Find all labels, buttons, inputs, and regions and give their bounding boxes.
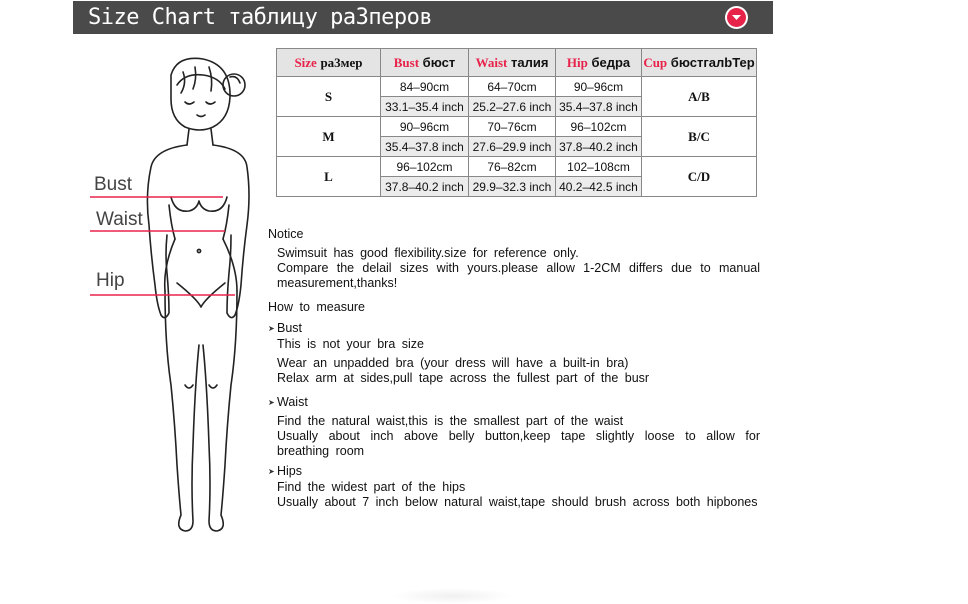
header-hip: Hip бедра <box>556 49 642 77</box>
waist-inch: 25.2–27.6 inch <box>469 97 556 117</box>
waist-cm: 70–76cm <box>469 117 556 137</box>
size-table <box>276 48 757 197</box>
header-cup: Cup бюстгалbТер <box>642 49 757 77</box>
hips-heading-text: Hips <box>277 463 303 478</box>
waist-cm: 64–70cm <box>469 77 556 97</box>
hip-inch: 40.2–42.5 inch <box>556 177 642 197</box>
how-to-measure-heading: How to measure <box>268 300 366 314</box>
table-row <box>277 117 757 137</box>
bust-inch: 37.8–40.2 inch <box>381 177 469 197</box>
size-m: M <box>277 117 381 157</box>
hips-line: Usually about 7 inch below natural waist,tape should brush across both hipbones <box>277 495 758 509</box>
bust-inch: 33.1–35.4 inch <box>381 97 469 117</box>
collapse-button[interactable] <box>725 6 748 29</box>
page-title: Size Chart таблицу раЗперов <box>88 5 433 30</box>
arrow-right-icon: ➤ <box>268 467 275 476</box>
waist-cm: 76–82cm <box>469 157 556 177</box>
waist-inch: 27.6–29.9 inch <box>469 137 556 157</box>
bust-line: This is not your bra size <box>277 337 424 351</box>
hips-section-heading <box>268 462 302 480</box>
notice-line: Swimsuit has good flexibility.size for reference only. <box>277 246 579 260</box>
arrow-right-icon: ➤ <box>268 324 275 333</box>
header-waist: Waist талия <box>469 49 556 77</box>
table-row <box>277 157 757 177</box>
cup-s: A/B <box>642 77 757 117</box>
waist-line: Find the natural waist,this is the smallest part of the waist <box>277 414 624 428</box>
cup-m: B/C <box>642 117 757 157</box>
chevron-down-icon <box>725 6 748 29</box>
bust-cm: 96–102cm <box>381 157 469 177</box>
waist-heading-text: Waist <box>277 394 308 409</box>
header-size: Size ра3мер <box>277 49 381 77</box>
bust-inch: 35.4–37.8 inch <box>381 137 469 157</box>
size-l: L <box>277 157 381 197</box>
decorative-shadow <box>392 588 512 604</box>
bust-cm: 84–90cm <box>381 77 469 97</box>
bust-heading-text: Bust <box>277 320 303 335</box>
hip-inch: 35.4–37.8 inch <box>556 97 642 117</box>
notice-line: Compare the delail sizes with yours.please allow 1-2CM differs due to manual measurement,thanks! <box>277 261 760 290</box>
hip-cm: 90–96cm <box>556 77 642 97</box>
waist-inch: 29.9–32.3 inch <box>469 177 556 197</box>
header-bust: Bust бюст <box>381 49 469 77</box>
bust-label: Bust <box>94 174 133 195</box>
waist-line: Usually about inch above belly button,keep tape slightly loose to allow for breathing room <box>277 429 760 458</box>
hip-label: Hip <box>96 270 125 291</box>
table-row <box>277 77 757 97</box>
bust-section-heading <box>268 319 302 337</box>
hip-cm: 96–102cm <box>556 117 642 137</box>
hips-line: Find the widest part of the hips <box>277 480 466 494</box>
notice-heading: Notice <box>268 227 304 241</box>
hip-cm: 102–108cm <box>556 157 642 177</box>
body-figure <box>85 45 260 540</box>
header-bar <box>73 1 773 34</box>
table-header-row <box>277 49 757 77</box>
bust-cm: 90–96cm <box>381 117 469 137</box>
bust-line: Relax arm at sides,pull tape across the fullest part of the busr <box>277 371 650 385</box>
body-outline-illustration <box>85 45 260 540</box>
waist-section-heading <box>268 393 308 411</box>
arrow-right-icon: ➤ <box>268 398 275 407</box>
size-s: S <box>277 77 381 117</box>
waist-label: Waist <box>96 209 143 230</box>
hip-inch: 37.8–40.2 inch <box>556 137 642 157</box>
bust-line: Wear an unpadded bra (your dress will have a built-in bra) <box>277 356 629 370</box>
cup-l: C/D <box>642 157 757 197</box>
